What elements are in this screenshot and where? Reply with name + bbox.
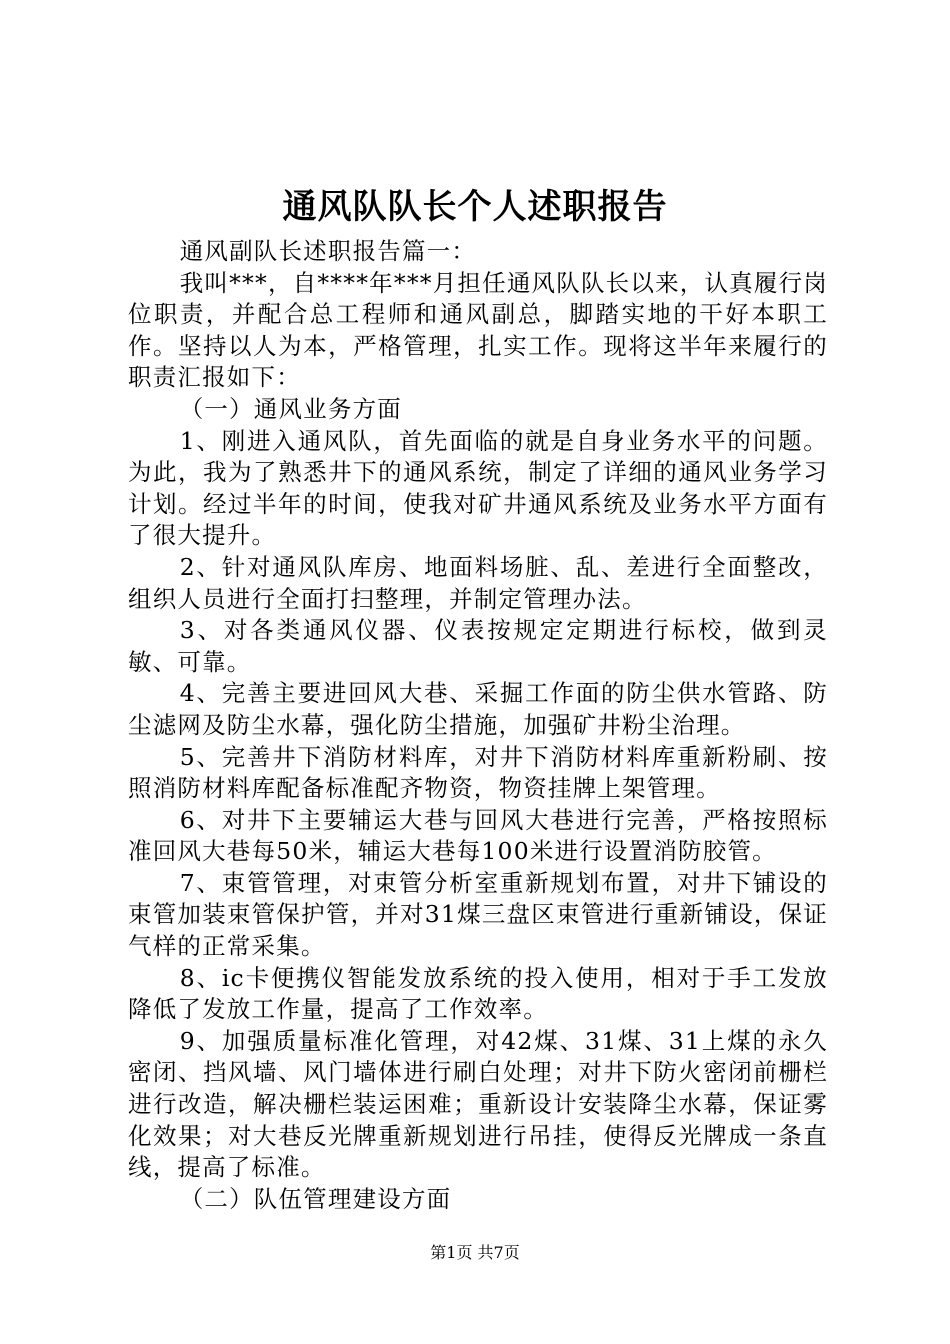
paragraph-item-3: 3、对各类通风仪器、仪表按规定定期进行标校，做到灵敏、可靠。 <box>128 616 828 676</box>
paragraph-item-7: 7、束管管理，对束管分析室重新规划布置，对井下铺设的束管加装束管保护管，并对31煤三盘区束管进行重新铺设，保证气样的正常采集。 <box>128 868 828 961</box>
paragraph-item-9: 9、加强质量标准化管理，对42煤、31煤、31上煤的永久密闭、挡风墙、风门墙体进行刷白处理；对井下防火密闭前栅栏进行改造，解决栅栏装运困难；重新设计安装降尘水幕，保证雾化效果；对大巷反光牌重新规划进行吊挂，使得反光牌成一条直线，提高了标准。 <box>128 1026 828 1182</box>
paragraph-item-1: 1、刚进入通风队，首先面临的就是自身业务水平的问题。为此，我为了熟悉井下的通风系统，制定了详细的通风业务学习计划。经过半年的时间，使我对矿井通风系统及业务水平方面有了很大提升。 <box>128 426 828 550</box>
paragraph-intro: 我叫***，自****年***月担任通风队队长以来，认真履行岗位职责，并配合总工程师和通风副总，脚踏实地的干好本职工作。坚持以人为本，严格管理，扎实工作。现将这半年来履行的职责汇报如下： <box>128 268 828 392</box>
section-heading-team: （二）队伍管理建设方面 <box>179 1184 452 1213</box>
section-heading-ventilation: （一）通风业务方面 <box>179 394 402 423</box>
document-body <box>128 236 828 1215</box>
paragraph-subtitle: 通风副队长述职报告篇一： <box>179 237 477 265</box>
paragraph-item-4: 4、完善主要进回风大巷、采掘工作面的防尘供水管路、防尘滤网及防尘水幕，强化防尘措施，加强矿井粉尘治理。 <box>128 679 828 739</box>
document-title: 通风队队长个人述职报告 <box>282 187 668 227</box>
page-footer: 第1页 共7页 <box>430 1243 520 1262</box>
paragraph-item-5: 5、完善井下消防材料库，对井下消防材料库重新粉刷、按照消防材料库配备标准配齐物资，物资挂牌上架管理。 <box>128 742 828 803</box>
paragraph-item-2: 2、针对通风队库房、地面料场脏、乱、差进行全面整改，组织人员进行全面打扫整理，并制定管理办法。 <box>128 552 828 613</box>
paragraph-item-6: 6、对井下主要辅运大巷与回风大巷进行完善，严格按照标准回风大巷每50米，辅运大巷每100米进行设置消防胶管。 <box>128 805 828 866</box>
paragraph-item-8: 8、ic卡便携仪智能发放系统的投入使用，相对于手工发放降低了发放工作量，提高了工作效率。 <box>128 963 828 1024</box>
